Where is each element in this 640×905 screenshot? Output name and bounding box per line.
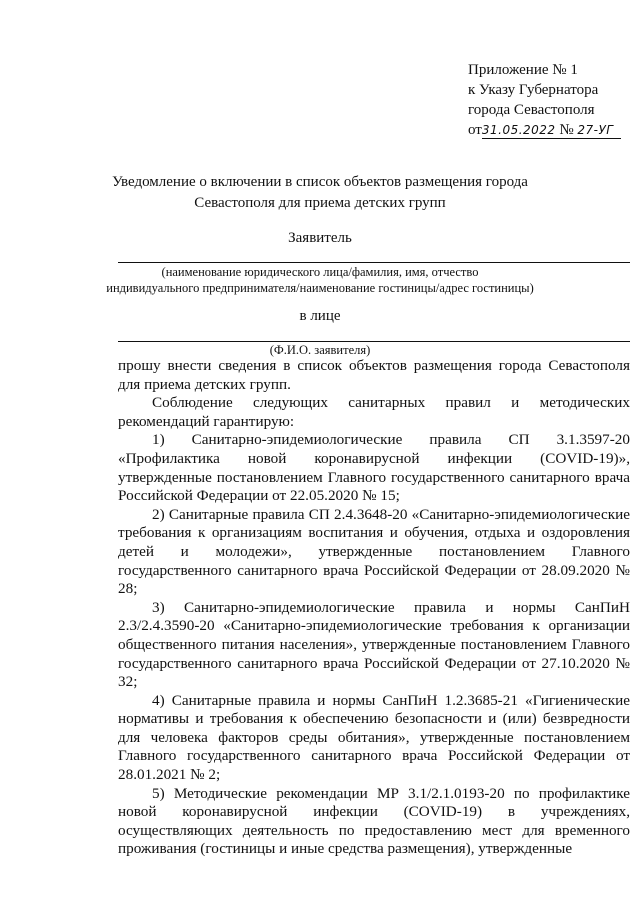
applicant-field-line [118, 262, 630, 263]
appendix-date: 31.05.2022 [481, 123, 556, 137]
paragraph-request: прошу внести сведения в список объектов размещения города Севастополя для приема детских групп. [118, 357, 630, 393]
applicant-label: Заявитель [288, 230, 352, 246]
document-body [118, 357, 630, 859]
appendix-ot: от [468, 122, 482, 138]
paragraph-item-2: 2) Санитарные правила СП 2.4.3648-20 «Санитарно-эпидемиологические требования к организациям воспитания и обучения, отдыха и оздоровления детей и молодежи», утвержденные постановлением Главного государственного санитарного врача Российской Федерации от 28.09.2020 № 28; [118, 505, 630, 598]
appendix-date-field [482, 122, 621, 139]
appendix-line-2: к Указу Губернатора [468, 82, 599, 98]
appendix-block [468, 60, 621, 140]
applicant-caption-line-1: (наименование юридического лица/фамилия, имя, отчество [161, 265, 479, 279]
appendix-date-line [468, 120, 621, 140]
paragraph-item-1: 1) Санитарно-эпидемиологические правила СП 3.1.3597-20 «Профилактика новой коронавирусной инфекции (COVID-19)», утвержденные постановлением Главного государственного санитарного врача Российской Федерации от 22.05.2020 № 15; [118, 431, 630, 505]
appendix-line-1: Приложение № 1 [468, 62, 578, 78]
title-line-1: Уведомление о включении в список объектов размещения города [112, 174, 528, 190]
appendix-num-sign: № [559, 122, 574, 138]
paragraph-item-4: 4) Санитарные правила и нормы СанПиН 1.2.3685-21 «Гигиенические нормативы и требования к обеспечению безопасности и (или) безвредности для человека факторов среды обитания», утвержденные постановлением Главного государственного санитарного врача Российской Федерации от 28.01.2021 № 2; [118, 691, 630, 784]
applicant-caption [80, 264, 560, 296]
document-title [110, 172, 530, 214]
in-face-label: в лице [299, 308, 341, 324]
paragraph-item-5: 5) Методические рекомендации МР 3.1/2.1.0193-20 по профилактике новой коронавирусной инфекции (COVID-19) в учреждениях, осуществляющих деятельность по предоставлению мест для временного проживания (гостиницы и иные средства размещения), утвержденные [118, 784, 630, 858]
fio-caption: (Ф.И.О. заявителя) [269, 343, 371, 357]
appendix-number: 27-УГ [577, 123, 614, 137]
paragraph-compliance: Соблюдение следующих санитарных правил и методических рекомендаций гарантирую: [118, 394, 630, 430]
title-line-2: Севастополя для приема детских групп [194, 195, 446, 211]
appendix-line-3: города Севастополя [468, 102, 595, 118]
paragraph-item-3: 3) Санитарно-эпидемиологические правила и нормы СанПиН 2.3/2.4.3590-20 «Санитарно-эпидемиологические требования к организации общественного питания населения», утвержденные постановлением Главного государственного санитарного врача Российской Федерации от 27.10.2020 № 32; [118, 598, 630, 691]
applicant-caption-line-2: индивидуального предпринимателя/наименование гостиницы/адрес гостиницы) [106, 281, 534, 295]
